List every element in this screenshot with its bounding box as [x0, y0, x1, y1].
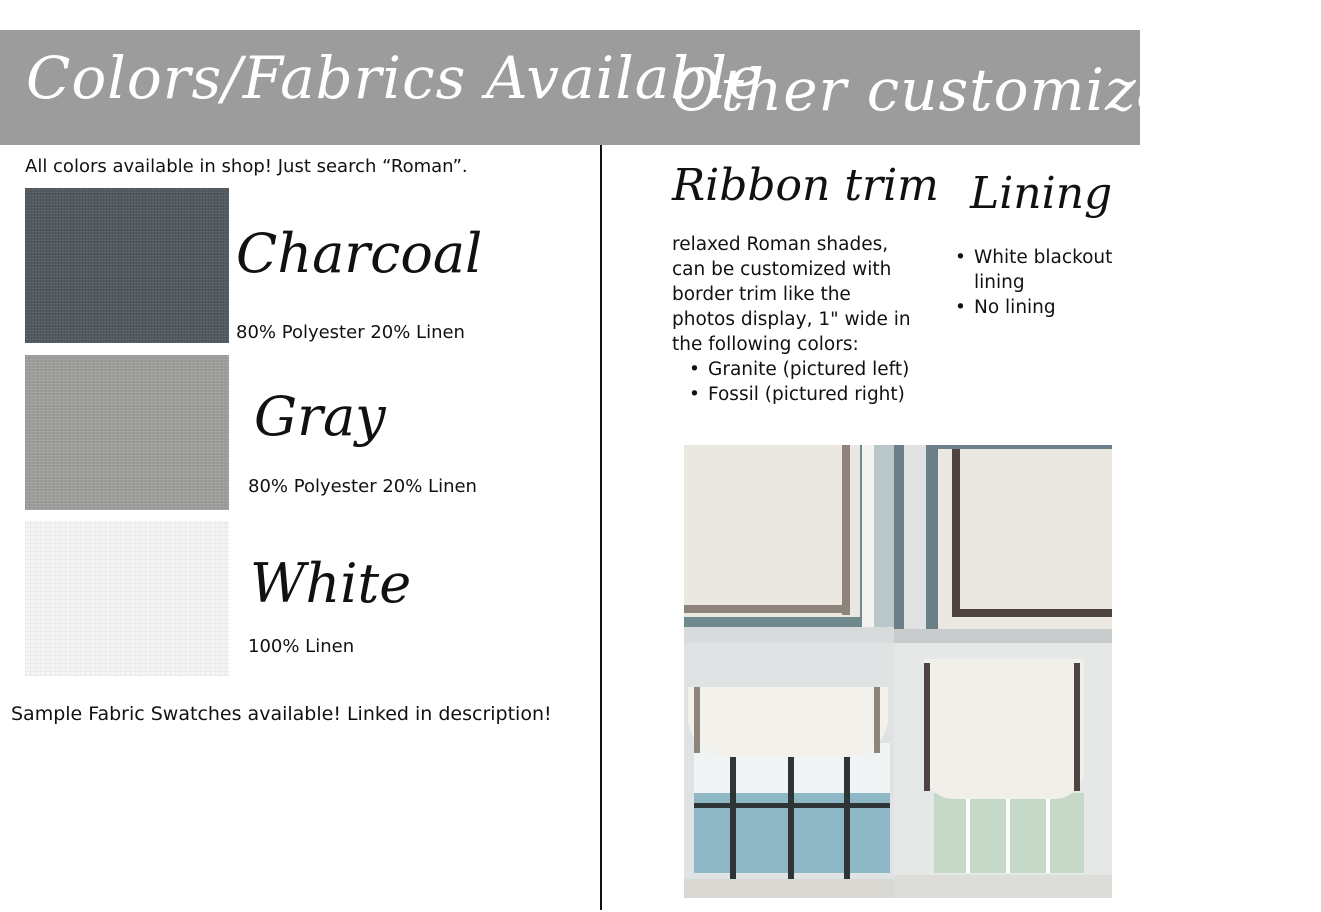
other-customizations-title: Other customizations [672, 56, 1321, 124]
no-lining-option: • No lining [955, 295, 1112, 320]
gray-label: Gray [254, 385, 386, 448]
ribbon-trim-heading: Ribbon trim [672, 160, 939, 211]
white-blackout-option: • White blackout lining [955, 245, 1112, 295]
white-swatch [25, 521, 229, 676]
colors-intro: All colors available in shop! Just search “Roman”. [25, 156, 468, 177]
white-label: White [250, 552, 412, 615]
charcoal-swatch [25, 188, 229, 343]
swatches-note: Sample Fabric Swatches available! Linked in description! [11, 703, 552, 725]
fossil-shade-window-photo [894, 643, 1112, 898]
fossil-shade-closeup-photo [894, 445, 1112, 643]
ribbon-trim-line: photos display, 1" wide in [672, 309, 911, 330]
ribbon-trim-options [689, 357, 909, 407]
granite-option: • Granite (pictured left) [689, 357, 909, 382]
charcoal-composition: 80% Polyester 20% Linen [236, 322, 465, 343]
ribbon-trim-line: can be customized with [672, 259, 892, 280]
ribbon-trim-line: the following colors: [672, 334, 859, 355]
gray-composition: 80% Polyester 20% Linen [248, 476, 477, 497]
white-composition: 100% Linen [248, 636, 355, 657]
fossil-option: • Fossil (pictured right) [689, 382, 909, 407]
column-divider [600, 145, 602, 910]
ribbon-trim-line: border trim like the [672, 284, 851, 305]
charcoal-label: Charcoal [236, 222, 483, 285]
granite-shade-closeup-photo [684, 445, 894, 643]
granite-shade-window-photo [684, 643, 894, 898]
ribbon-trim-line: relaxed Roman shades, [672, 234, 889, 255]
ribbon-trim-description [672, 232, 911, 357]
gray-swatch [25, 355, 229, 510]
lining-options [955, 245, 1112, 320]
colors-fabrics-title: Colors/Fabrics Available [26, 44, 764, 112]
lining-heading: Lining [970, 168, 1113, 219]
